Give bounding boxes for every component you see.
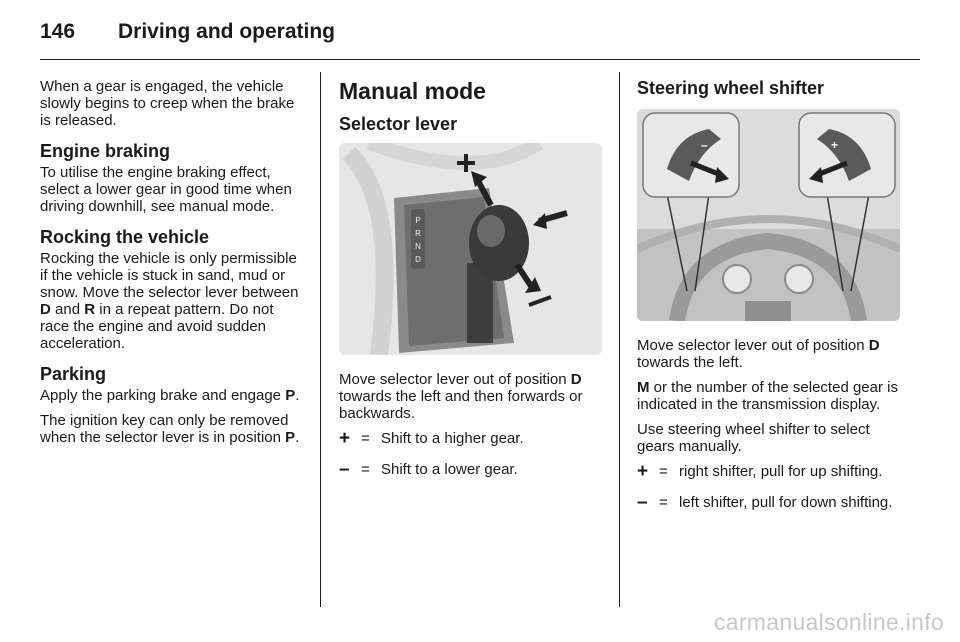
heading-selector-lever: Selector lever: [339, 114, 458, 134]
def-text-down: left shifter, pull for down shifting.: [679, 494, 893, 511]
wheel-hub: [745, 301, 791, 321]
rocking-text-and: and: [50, 301, 85, 318]
steering-p1-b: towards the left.: [637, 354, 743, 371]
selector-lever-figure: [339, 143, 602, 355]
parking-text-1a: Apply the parking brake and engage: [40, 387, 286, 404]
right-paddle-plus: +: [831, 138, 839, 152]
def-text-lower: Shift to a lower gear.: [381, 461, 518, 478]
gauge-right: [785, 265, 813, 293]
steering-p1: [637, 337, 902, 371]
equals-sign: =: [659, 463, 668, 480]
page-header: [40, 18, 920, 58]
gear-p: P: [285, 387, 296, 404]
selector-caption: [339, 371, 604, 422]
steering-p2-text: or the number of the selected gear is indicated in the transmission display.: [637, 379, 898, 413]
def-row-down: [637, 494, 902, 511]
steering-p3: Use steering wheel shifter to select gears manually.: [637, 421, 870, 455]
def-row-up: [637, 463, 902, 480]
def-text-higher: Shift to a higher gear.: [381, 430, 524, 447]
page-number: 146: [40, 20, 76, 43]
parking-dot-2: .: [295, 429, 300, 446]
rocking-text: [40, 250, 306, 352]
selector-caption-a: Move selector lever out of position: [339, 371, 571, 388]
shifter-defs: [637, 463, 902, 511]
page-title: Driving and operating: [118, 20, 336, 43]
gear-r: R: [84, 301, 96, 318]
heading-parking: Parking: [40, 364, 107, 384]
parking-text-2: [40, 412, 306, 446]
parking-text-2a: The ignition key can only be removed when the selector lever is in position: [40, 412, 289, 446]
minus-symbol: –: [339, 459, 350, 480]
column-divider-1: [320, 72, 321, 607]
gear-label-n: N: [415, 242, 421, 251]
selector-caption-b: towards the left and then forwards or backwards.: [339, 388, 583, 422]
intro-paragraph: When a gear is engaged, the vehicle slowly begins to creep when the brake is released.: [40, 78, 295, 129]
equals-sign: =: [361, 461, 370, 478]
parking-text-1: [40, 387, 306, 404]
watermark: carmanualsonline.info: [713, 609, 944, 635]
left-paddle-minus: –: [701, 138, 708, 152]
gear-p-2: P: [285, 429, 296, 446]
gear-label-d: D: [415, 255, 421, 264]
heading-engine-braking: Engine braking: [40, 141, 171, 161]
minus-symbol: –: [637, 492, 648, 513]
heading-manual-mode: Manual mode: [339, 78, 486, 104]
gear-d-col3: D: [868, 337, 880, 354]
heading-rocking: Rocking the vehicle: [40, 227, 210, 247]
gear-d: D: [40, 301, 51, 318]
rocking-text-b: in a repeat pattern. Do not race the engine and avoid sudden acceleration.: [40, 301, 274, 352]
gear-label-p: P: [415, 216, 421, 225]
gear-label-r: R: [415, 229, 421, 238]
heading-steering-wheel-shifter: Steering wheel shifter: [637, 78, 825, 98]
equals-sign: =: [659, 494, 668, 511]
parking-dot-1: .: [295, 387, 300, 404]
header-rule: [40, 59, 920, 60]
def-row-lower: [339, 461, 604, 478]
column-3: [637, 78, 902, 525]
gauge-left: [723, 265, 751, 293]
column-2: [339, 78, 604, 492]
def-text-up: right shifter, pull for up shifting.: [679, 463, 883, 480]
selector-defs: [339, 430, 604, 478]
gear-d-col2: D: [570, 371, 582, 388]
equals-sign: =: [361, 430, 370, 447]
def-row-higher: [339, 430, 604, 447]
steering-p2: [637, 379, 902, 413]
column-divider-2: [619, 72, 620, 607]
column-1: [40, 78, 306, 454]
rocking-text-a: Rocking the vehicle is only permissible if the vehicle is stuck in sand, mud or snow. Move the selector lever between: [40, 250, 299, 301]
steering-wheel-figure: [637, 109, 900, 321]
plus-symbol: +: [637, 461, 649, 482]
engine-braking-text: To utilise the engine braking effect, select a lower gear in good time when driving downhill, see manual mode.: [40, 164, 292, 215]
plus-symbol: +: [339, 428, 351, 449]
gear-m: M: [637, 379, 650, 396]
steering-p1-a: Move selector lever out of position: [637, 337, 869, 354]
